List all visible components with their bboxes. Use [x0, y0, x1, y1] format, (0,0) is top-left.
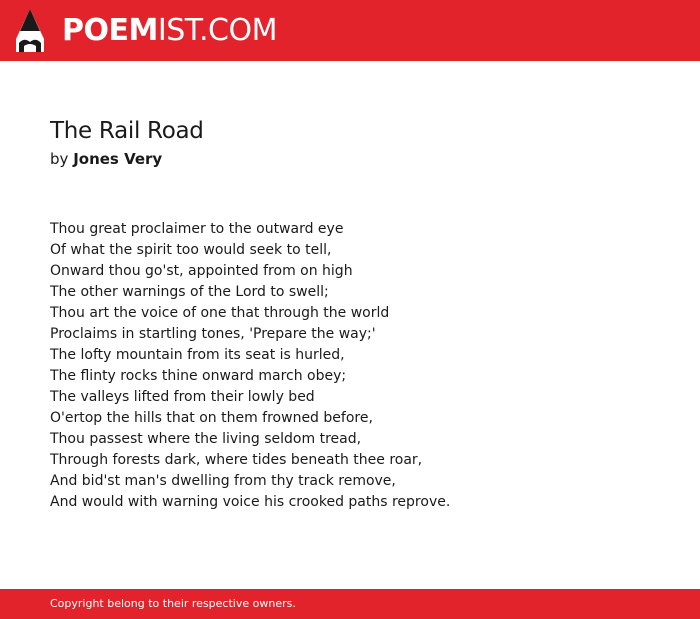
poem-line: And bid'st man's dwelling from thy track remove, [50, 473, 396, 489]
site-footer [0, 589, 700, 619]
poem-line: Of what the spirit too would seek to tell, [50, 242, 332, 258]
poem-line: Thou great proclaimer to the outward eye [50, 221, 344, 237]
author-name: Jones Very [73, 150, 163, 168]
poem-line: The other warnings of the Lord to swell; [50, 284, 329, 300]
poem-line: Thou passest where the living seldom tread, [50, 431, 362, 447]
poem-line: Proclaims in startling tones, 'Prepare the way;' [50, 326, 376, 342]
poem-line: Thou art the voice of one that through the world [50, 305, 390, 321]
poem-line: And would with warning voice his crooked paths reprove. [50, 494, 451, 510]
poem-body [50, 219, 450, 513]
by-label: by [50, 150, 69, 168]
byline [50, 149, 162, 169]
poem-line: The flinty rocks thine onward march obey; [50, 368, 347, 384]
pencil-tip-icon[interactable] [16, 9, 44, 52]
poem-line: O'ertop the hills that on them frowned before, [50, 410, 373, 426]
site-header [0, 0, 700, 61]
poem-title: The Rail Road [50, 118, 204, 144]
copyright-notice: Copyright belong to their respective owners. [50, 597, 296, 610]
poem-line: Onward thou go'st, appointed from on high [50, 263, 353, 279]
poem-line: The lofty mountain from its seat is hurled, [50, 347, 345, 363]
site-logo[interactable] [62, 12, 277, 50]
logo-light-text: IST.COM [157, 13, 277, 48]
logo-strong-text: POEM [62, 13, 158, 48]
poem-line: Through forests dark, where tides beneath thee roar, [50, 452, 423, 468]
poem-line: The valleys lifted from their lowly bed [50, 389, 315, 405]
